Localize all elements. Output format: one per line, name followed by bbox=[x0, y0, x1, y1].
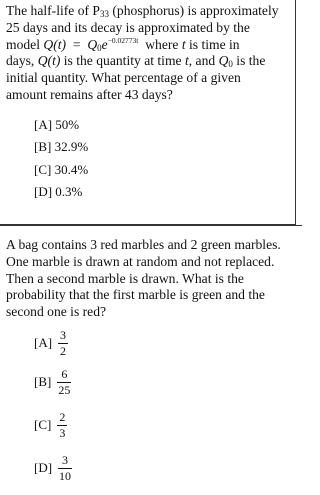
q1-option-c-label: [C] bbox=[34, 162, 52, 177]
q2-option-a-label: [A] bbox=[34, 335, 53, 350]
q2-option-a-numerator: 3 bbox=[60, 327, 67, 342]
q2-option-c[interactable] bbox=[34, 407, 67, 443]
q1-option-b[interactable] bbox=[34, 139, 88, 155]
q1-option-d-label: [D] bbox=[34, 184, 53, 199]
q1-line4-q0-sub: 0 bbox=[228, 59, 233, 70]
q2-option-b[interactable] bbox=[34, 364, 71, 400]
q1-model-t: (t) bbox=[53, 36, 67, 52]
q1-option-a-label: [A] bbox=[34, 117, 53, 132]
q1-model-exponent: −0.02773t bbox=[107, 35, 139, 45]
q1-option-c-value: 30.4% bbox=[54, 162, 89, 177]
q2-option-b-fraction bbox=[57, 368, 71, 397]
q2-option-c-denominator: 3 bbox=[59, 425, 66, 440]
q1-line1-text-cont: (phosphorus) is approximately bbox=[109, 3, 279, 18]
q1-line4-text-b: is the quantity at time bbox=[60, 53, 185, 69]
q1-line4-q0: Q bbox=[218, 53, 229, 69]
q2-option-b-numerator: 6 bbox=[61, 366, 68, 381]
q1-line4-qt: Q(t) bbox=[37, 53, 61, 69]
q2-option-d-label: [D] bbox=[34, 460, 53, 475]
q1-model-q0-sub: 0 bbox=[97, 42, 102, 53]
q1-p-subscript: 33 bbox=[100, 9, 109, 19]
q1-option-a[interactable] bbox=[34, 117, 79, 133]
q1-option-b-label: [B] bbox=[34, 139, 52, 154]
q2-option-c-numerator: 2 bbox=[59, 409, 66, 424]
q1-line2-text: 25 days and its decay is approximated by the bbox=[6, 19, 250, 35]
question-1-box bbox=[0, 0, 296, 225]
q1-option-d-value: 0.3% bbox=[55, 184, 83, 199]
q2-option-c-label: [C] bbox=[34, 417, 52, 432]
q1-model-e: e bbox=[101, 36, 108, 52]
q1-line4-text: days, bbox=[6, 53, 38, 69]
q2-option-d-denominator: 10 bbox=[59, 468, 72, 483]
q1-line3-t: t bbox=[181, 36, 186, 52]
q2-option-b-denominator: 25 bbox=[58, 382, 71, 397]
q1-line4-text-c: , and bbox=[188, 53, 219, 69]
q1-model-equals: = bbox=[66, 36, 88, 52]
q1-line1-text: The half-life of P bbox=[6, 3, 100, 18]
q1-line3-text: model bbox=[6, 36, 44, 52]
q1-option-b-value: 32.9% bbox=[54, 139, 89, 154]
q2-option-a[interactable] bbox=[34, 325, 68, 361]
question-1-text bbox=[6, 3, 294, 104]
question-2-box bbox=[0, 225, 302, 495]
q2-option-d[interactable] bbox=[34, 450, 72, 486]
q1-option-d[interactable] bbox=[34, 184, 82, 200]
q1-line5-text: initial quantity. What percentage of a given bbox=[6, 70, 241, 86]
q2-option-a-fraction bbox=[58, 329, 68, 358]
q2-option-a-denominator: 2 bbox=[60, 343, 67, 358]
q1-option-c[interactable] bbox=[34, 162, 88, 178]
q1-line6-text: amount remains after 43 days? bbox=[6, 86, 173, 102]
q1-option-a-value: 50% bbox=[55, 117, 80, 132]
q2-option-c-fraction bbox=[57, 411, 67, 440]
q1-line4-text-d: is the bbox=[232, 53, 266, 69]
q2-option-d-fraction bbox=[58, 454, 72, 483]
q1-model-q: Q bbox=[43, 36, 54, 52]
q1-model-q0: Q bbox=[87, 36, 98, 52]
q1-line4-t: t bbox=[184, 53, 189, 69]
q2-option-d-numerator: 3 bbox=[62, 452, 69, 467]
q1-line3-where: where bbox=[138, 36, 182, 52]
question-2-text: A bag contains 3 red marbles and 2 green marbles. One marble is drawn at random and not replaced. Then a second marble is drawn. What is the probability that the first marble is green and the second one is red? bbox=[6, 237, 281, 320]
q1-line3-end: is time in bbox=[185, 36, 240, 52]
q2-option-b-label: [B] bbox=[34, 374, 52, 389]
